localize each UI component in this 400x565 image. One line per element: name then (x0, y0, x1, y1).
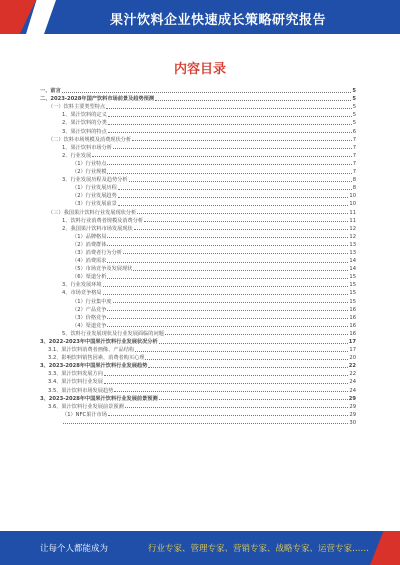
toc-entry[interactable] (40, 321, 356, 329)
toc-entry-label: （2）行业规模 (72, 169, 107, 176)
toc-leader-dots (107, 278, 348, 279)
toc-entry-label: 2、行业发展 (62, 152, 92, 159)
toc-entry-label: 1、果汁饮料的定义 (62, 112, 107, 119)
toc-leader-dots (104, 383, 348, 384)
toc-leader-dots (103, 286, 349, 287)
toc-entry-page: 16 (349, 314, 356, 321)
toc-entry-label: 3.5、果汁饮料市场发展趋势 (48, 387, 114, 394)
toc-entry[interactable] (40, 288, 356, 296)
toc-entry[interactable] (40, 272, 356, 280)
toc-leader-dots (108, 116, 352, 117)
toc-leader-dots (92, 156, 351, 157)
toc-entry-label: （1）行业发展历程 (72, 185, 117, 192)
toc-entry-page: 13 (349, 241, 356, 248)
toc-leader-dots (159, 343, 348, 344)
toc-entry-page: 17 (348, 339, 356, 345)
toc-leader-dots (107, 310, 348, 311)
toc-entry-label: 3、2023-2028年中国果汁饮料行业发展趋势 (40, 363, 148, 370)
toc-entry-page: 16 (349, 306, 356, 313)
toc-leader-dots (107, 245, 348, 246)
toc-entry[interactable] (40, 264, 356, 272)
toc-entry[interactable] (40, 224, 356, 232)
toc-leader-dots (133, 270, 348, 271)
toc-entry-label: 3、行业发展环境 (62, 282, 102, 289)
toc-leader-dots (106, 108, 352, 109)
toc-entry[interactable] (40, 207, 356, 215)
toc-entry[interactable] (40, 385, 356, 393)
toc-entry[interactable] (40, 118, 356, 126)
toc-leader-dots (108, 132, 352, 133)
toc-leader-dots (134, 229, 349, 230)
toc-entry[interactable] (40, 191, 356, 199)
toc-entry[interactable] (40, 102, 356, 110)
footer-slogan: 让每个人都能成为 (40, 544, 109, 554)
toc-entry[interactable] (40, 313, 356, 321)
toc-entry[interactable] (40, 86, 356, 94)
toc-entry-label: 3、2023-2028年中国果汁饮料行业发展前景预测 (40, 395, 158, 402)
toc-entry-label: 3.4、果汁饮料行业发展 (48, 379, 103, 386)
toc-entry[interactable] (40, 410, 356, 418)
toc-entry[interactable] (40, 167, 356, 175)
toc-leader-dots (148, 367, 348, 368)
toc-leader-dots (155, 100, 351, 101)
toc-entry-page: 24 (349, 387, 356, 394)
toc-entry-label: 2、我国果汁饮料市场发展现状 (62, 225, 133, 232)
toc-entry[interactable] (40, 143, 356, 151)
toc-entry[interactable] (40, 199, 356, 207)
toc-entry-page: 15 (349, 282, 356, 289)
toc-entry-label: （4）渠道竞争 (72, 322, 107, 329)
toc-entry[interactable] (40, 337, 356, 345)
toc-leader-dots (123, 253, 348, 254)
toc-leader-dots (107, 262, 348, 263)
toc-entry-page: 20 (349, 355, 356, 362)
toc-entry[interactable] (40, 418, 356, 426)
toc-entry-label: 3.1、果汁饮料消费者画像、产品结构 (48, 347, 135, 354)
toc-entry-page: 22 (348, 363, 356, 370)
toc-entry-page: 7 (352, 152, 356, 159)
toc-leader-dots (107, 318, 348, 319)
toc-entry-label: 5、饮料行业发展现状及行业发展面临的问题 (62, 330, 164, 337)
toc-entry-page: 24 (349, 379, 356, 386)
toc-entry-label: 3、2022-2023年中国果汁饮料行业发展状况分析 (40, 339, 158, 345)
toc-entry[interactable] (40, 240, 356, 248)
report-footer (0, 531, 400, 565)
toc-entry[interactable] (40, 353, 356, 361)
toc-leader-dots (103, 294, 349, 295)
footer-red-stripe (370, 531, 400, 565)
toc-leader-dots (114, 391, 348, 392)
toc-entry-label: （三）我国果汁饮料行业发展现状分析 (48, 209, 137, 216)
toc-entry-page: 8 (352, 177, 356, 184)
toc-entry[interactable] (40, 94, 356, 102)
toc-leader-dots (118, 189, 352, 190)
toc-entry-label: （3）行业发展前景 (72, 201, 117, 208)
toc-leader-dots (132, 140, 352, 141)
toc-entry-page: 5 (352, 104, 356, 111)
toc-entry-label: 3、果汁饮料的特点 (62, 128, 107, 135)
toc-entry-page: 8 (352, 185, 356, 192)
toc-entry[interactable] (40, 183, 356, 191)
toc-leader-dots (118, 197, 349, 198)
toc-leader-dots (107, 326, 348, 327)
toc-entry-label: （2）产品竞争 (72, 306, 107, 313)
toc-entry[interactable] (40, 296, 356, 304)
toc-entry-page: 5 (352, 120, 356, 127)
toc-entry-page: 12 (349, 233, 356, 240)
toc-entry-label: （3）消费者行为分析 (72, 249, 122, 256)
toc-leader-dots (107, 173, 351, 174)
toc-entry[interactable] (40, 256, 356, 264)
toc-leader-dots (108, 124, 352, 125)
toc-entry[interactable] (40, 345, 356, 353)
toc-entry-page: 7 (352, 169, 356, 176)
toc-entry-page: 15 (349, 274, 356, 281)
toc-entry[interactable] (40, 361, 356, 369)
toc-entry-label: （4）消费需求 (72, 258, 107, 265)
toc-entry-label: （1）NFC果汁市场 (62, 411, 107, 418)
table-of-contents (40, 86, 356, 426)
toc-entry[interactable] (40, 248, 356, 256)
toc-leader-dots (125, 407, 349, 408)
report-header (0, 0, 400, 34)
toc-leader-dots (104, 375, 348, 376)
toc-entry-page: 14 (349, 266, 356, 273)
toc-entry-page: 5 (352, 88, 356, 95)
toc-entry-page: 7 (352, 144, 356, 151)
toc-title: 内容目录 (173, 62, 226, 77)
toc-entry-label: 3.6、果汁饮料行业发展前景预测 (48, 403, 124, 410)
toc-entry[interactable] (40, 377, 356, 385)
toc-entry[interactable] (40, 126, 356, 134)
toc-entry-label: 3、行业发展历程及趋势分析 (62, 177, 128, 184)
toc-entry[interactable] (40, 216, 356, 224)
toc-entry[interactable] (40, 232, 356, 240)
toc-leader-dots (62, 92, 352, 93)
toc-entry[interactable] (40, 329, 356, 337)
toc-entry-page: 29 (348, 395, 356, 402)
toc-entry-page: 10 (349, 193, 356, 200)
toc-entry[interactable] (40, 110, 356, 118)
toc-entry-page: 30 (349, 419, 356, 426)
toc-entry-page: 5 (352, 112, 356, 119)
toc-leader-dots (159, 399, 348, 400)
toc-entry-page: 7 (352, 160, 356, 167)
toc-entry[interactable] (40, 280, 356, 288)
toc-entry-label: 2、果汁饮料的分类 (62, 120, 107, 127)
toc-entry-page: 12 (349, 225, 356, 232)
toc-leader-dots (108, 415, 348, 416)
report-title: 果汁饮料企业快速成长策略研究报告 (110, 13, 327, 28)
footer-expert-list: 行业专家、管理专家、营销专家、战略专家、运营专家…… (148, 544, 370, 554)
toc-entry-label: 3.3、果汁饮料发展方向 (48, 371, 103, 378)
toc-entry-page: 22 (349, 371, 356, 378)
toc-entry-label: （1）行业集中度 (72, 298, 112, 305)
toc-entry-page: 16 (349, 322, 356, 329)
toc-leader-dots (63, 423, 348, 424)
toc-entry-label: （5）市场竞争及发展现状 (72, 266, 133, 273)
toc-entry-page: 6 (352, 128, 356, 135)
toc-entry-label: 3.2、影响饮料销售因素、消费者购买心理 (48, 355, 145, 362)
toc-leader-dots (113, 148, 352, 149)
toc-entry-page: 11 (349, 217, 356, 224)
toc-entry-page: 10 (349, 201, 356, 208)
toc-entry-label: （1）行业特点 (72, 160, 107, 167)
toc-entry-label: （1）品牌格局 (72, 233, 107, 240)
toc-entry-page: 29 (349, 411, 356, 418)
toc-entry-label: 1、果汁饮料市场分析 (62, 144, 112, 151)
toc-entry-page: 11 (349, 209, 356, 216)
toc-entry-page: 7 (352, 136, 356, 143)
toc-entry-page: 29 (349, 403, 356, 410)
toc-entry-label: 4、市场竞争格局 (62, 290, 102, 297)
toc-entry[interactable] (40, 402, 356, 410)
toc-leader-dots (144, 221, 348, 222)
toc-entry-page: 15 (349, 290, 356, 297)
toc-entry[interactable] (40, 305, 356, 313)
toc-entry[interactable] (40, 394, 356, 402)
toc-entry-page: 17 (349, 347, 356, 354)
toc-leader-dots (113, 302, 349, 303)
toc-entry-label: （2）行业发展趋势 (72, 193, 117, 200)
toc-entry-label: 一、前言 (40, 88, 61, 95)
toc-leader-dots (165, 334, 349, 335)
toc-entry-page: 13 (349, 249, 356, 256)
toc-leader-dots (107, 164, 351, 165)
toc-entry-label: （6）渠道分析 (72, 274, 107, 281)
toc-entry[interactable] (40, 175, 356, 183)
toc-entry-label: （一）饮料主要类型特点 (48, 104, 106, 111)
toc-entry-label: 1、饮料行业消费者规模及消费分析 (62, 217, 144, 224)
toc-entry[interactable] (40, 151, 356, 159)
toc-leader-dots (107, 237, 348, 238)
toc-entry-page: 14 (349, 258, 356, 265)
toc-entry-page: 5 (352, 96, 356, 103)
toc-leader-dots (145, 359, 348, 360)
toc-entry-label: 二、2023-2028年国产饮料市场前景及趋势预测 (40, 96, 155, 103)
toc-entry[interactable] (40, 159, 356, 167)
toc-entry-label: （3）价格竞争 (72, 314, 107, 321)
toc-entry-page: 15 (349, 298, 356, 305)
toc-leader-dots (129, 181, 352, 182)
toc-entry-page: 16 (349, 330, 356, 337)
toc-entry-label: （二）饮料市场规模及消费现状分析 (48, 136, 132, 143)
toc-leader-dots (137, 213, 348, 214)
toc-leader-dots (118, 205, 349, 206)
toc-entry[interactable] (40, 135, 356, 143)
toc-leader-dots (135, 351, 348, 352)
toc-entry-label: （2）消费群体 (72, 241, 107, 248)
toc-entry[interactable] (40, 369, 356, 377)
